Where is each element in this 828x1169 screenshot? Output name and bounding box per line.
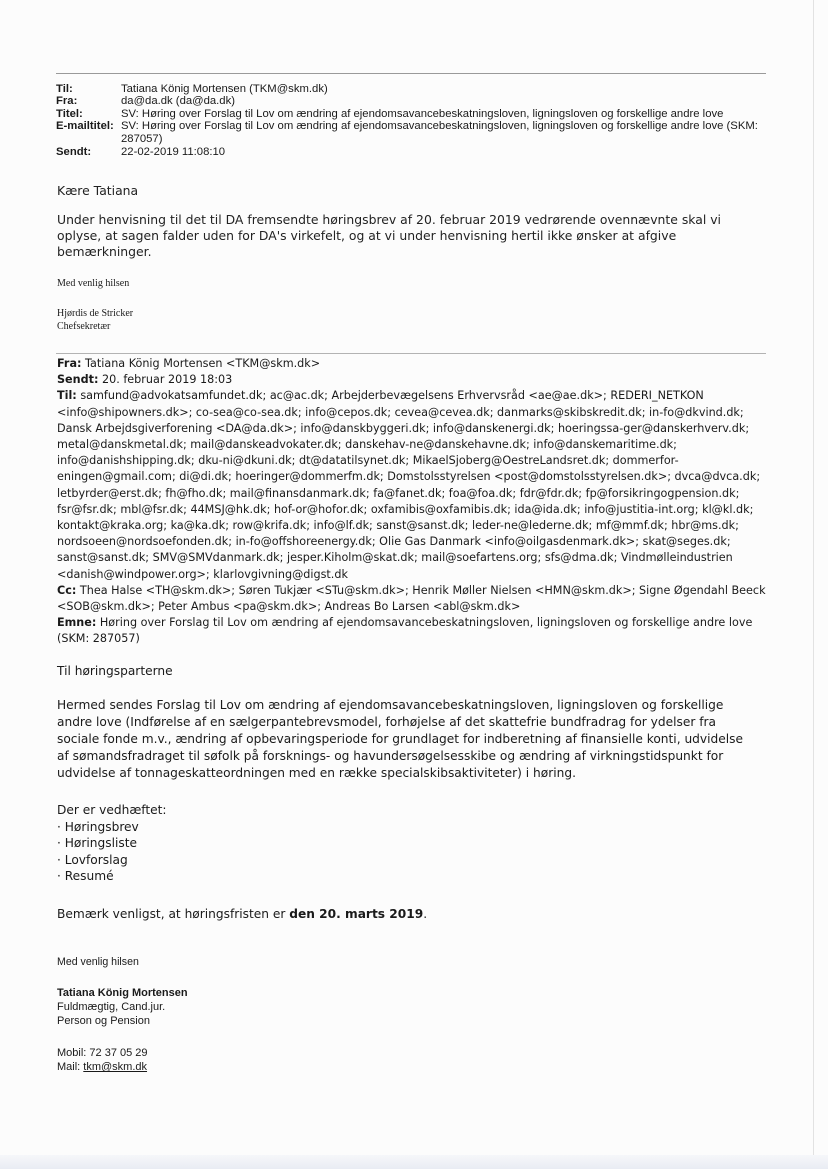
header-sent-label: Sendt: bbox=[56, 146, 92, 159]
forwarded-signer-title: Fuldmægtig, Cand.jur. bbox=[57, 1001, 166, 1014]
forwarded-subject bbox=[57, 615, 769, 647]
forwarded-to-label: Til: bbox=[57, 389, 77, 403]
forwarded-cc-label: Cc: bbox=[57, 583, 77, 597]
header-sent-row bbox=[56, 145, 771, 158]
forwarded-subject-label: Emne: bbox=[57, 616, 97, 630]
header-title-value: SV: Høring over Forslag til Lov om ændring af ejendomsavancebeskatningsloven, ligningsloven og forskellige andre love bbox=[121, 107, 724, 120]
mail-label: Mail: bbox=[57, 1061, 81, 1074]
forwarded-cc bbox=[57, 583, 769, 615]
header-email-title-value: SV: Høring over Forslag til Lov om ændring af ejendomsavancebeskatningsloven, ligningsloven og forskellige andre love (SKM: 287057) bbox=[121, 120, 758, 145]
forwarded-sent bbox=[57, 372, 769, 388]
forwarded-greeting: Til høringsparterne bbox=[57, 664, 173, 678]
forwarded-body: Hermed sendes Forslag til Lov om ændring af ejendomsavancebeskatningsloven, ligningsloven og forskellige andre love (Indførelse af en sælgerpantebrevsmodel, forhøjelse af det skattefrie bundfradrag for ydelser fra sociale fonde m.v., ændring af opbevaringsperiode for grundlaget for indberetning af finansielle konti, udvidelse af sømandsfradraget til søfolk på forsknings- og havundersøgelsesskibe og ændring af virkningstidspunkt for udvidelse af tonnageskatteordningen med en række specialskibsaktiviteter) i høring. bbox=[57, 698, 743, 780]
deadline-suffix: . bbox=[423, 907, 428, 921]
header-from-row bbox=[56, 95, 771, 107]
header-to-row bbox=[56, 83, 771, 95]
forwarded-subject-value: Høring over Forslag til Lov om ændring af ejendomsavancebeskatningsloven, ligningsloven og forskellige andre love (SKM: 287057) bbox=[57, 616, 753, 646]
header-from-label: Fra: bbox=[56, 95, 78, 108]
attachments-list bbox=[57, 819, 757, 885]
header-title-row bbox=[56, 108, 771, 120]
forwarded-sent-label: Sendt: bbox=[57, 373, 99, 387]
mail-link[interactable]: tkm@skm.dk bbox=[83, 1061, 148, 1074]
attachment-item: · Lovforslag bbox=[57, 852, 757, 869]
phone-value: 72 37 05 29 bbox=[89, 1047, 148, 1059]
forwarded-signer-name: Tatiana König Mortensen bbox=[57, 987, 188, 999]
forwarded-to bbox=[57, 388, 769, 582]
forwarded-signature bbox=[57, 986, 757, 1029]
reply-signature bbox=[57, 307, 757, 333]
mail-line bbox=[57, 1060, 757, 1074]
scan-bottom-band bbox=[0, 1155, 828, 1169]
forwarded-from-value: Tatiana König Mortensen <TKM@skm.dk> bbox=[85, 357, 321, 370]
forward-rule bbox=[56, 353, 766, 354]
reply-paragraph: Under henvisning til det til DA fremsendte høringsbrev af 20. februar 2019 vedrørende ovennævnte skal vi oplyse, at sagen falder uden for DA's virkefelt, og at vi under henvisning hertil ikke ønsker at afgive bemærkninger. bbox=[57, 212, 721, 259]
deadline-note bbox=[57, 906, 757, 922]
attachment-item: · Høringsbrev bbox=[57, 819, 757, 836]
page-edge bbox=[813, 0, 814, 1169]
reply-closing: Med venlig hilsen bbox=[57, 278, 130, 289]
forwarded-header bbox=[57, 356, 769, 648]
header-email-title-label: E-mailtitel: bbox=[56, 120, 114, 133]
attachment-item: · Høringsliste bbox=[57, 835, 757, 852]
phone-line bbox=[57, 1046, 757, 1060]
forwarded-to-value: samfund@advokatsamfundet.dk; ac@ac.dk; Arbejderbevægelsens Erhvervsråd <ae@ae.dk>; REDERI_NETKON <info@shipowners.dk>; co-sea@co-sea.dk; info@cepos.dk; cevea@cevea.dk; danmarks@skibskredit.dk; in-fo@dkvind.dk; Dansk Arbejdsgiverforening <DA@da.dk>; info@danskbyggeri.dk; info@danskenergi.dk; hoeringssa-ger@danskerhverv.dk; metal@danskmetal.dk; mail@danskeadvokater.dk; danskehav-ne@danskehavne.dk; info@danskemaritime.dk; info@danishshipping.dk; dku-ni@dkuni.dk; dt@datatilsynet.dk; MikaelSjoberg@OestreLandsret.dk; dommerfor-eningen@gmail.com; di@di.dk; hoeringer@dommerfm.dk; Domstolsstyrelsen <post@domstolsstyrelsen.dk>; dvca@dvca.dk; letbyrder@erst.dk; fh@fho.dk; mail@finansdanmark.dk; fa@fanet.dk; foa@foa.dk; fdr@fdr.dk; fp@forsikringogpension.dk; fsr@fsr.dk; mbl@fsr.dk; 44MSJ@hk.dk; hof-or@hofor.dk; oxfamibis@oxfamibis.dk; ida@ida.dk; info@justitia-int.org; kl@kl.dk; kontakt@kraka.org; ka@ka.dk; row@krifa.dk; info@lf.dk; sanst@sanst.dk; leder-ne@lederne.dk; mf@mmf.dk; hbr@ms.dk; nordsoeen@nordsoefonden.dk; in-fo@offshoreenergy.dk; Olie Gas Danmark <info@oilgasdenmark.dk>; skat@seges.dk; sanst@sanst.dk; SMV@SMVdanmark.dk; jesper.Kiholm@skat.dk; mail@soefartens.org; sfs@dma.dk; Vindmølleindustrien <danish@windpower.org>; klarlovgivning@digst.dk bbox=[57, 389, 761, 581]
deadline-date: den 20. marts 2019 bbox=[289, 907, 424, 921]
forwarded-signer-dept: Person og Pension bbox=[57, 1015, 150, 1028]
header-from-value: da@da.dk (da@da.dk) bbox=[121, 95, 236, 108]
email-header bbox=[56, 83, 771, 158]
forwarded-from bbox=[57, 356, 769, 372]
header-sent-value: 22-02-2019 11:08:10 bbox=[121, 146, 226, 159]
header-rule-top bbox=[56, 73, 766, 74]
attachments-section bbox=[57, 802, 757, 885]
header-to-label: Til: bbox=[56, 83, 73, 95]
forwarded-from-label: Fra: bbox=[57, 357, 82, 370]
contact-info bbox=[57, 1046, 757, 1074]
forwarded-closing: Med venlig hilsen bbox=[57, 956, 139, 968]
attachments-heading: Der er vedhæftet: bbox=[57, 803, 167, 817]
reply-signer-title: Chefsekretær bbox=[57, 321, 111, 332]
header-email-title-row bbox=[56, 120, 771, 145]
phone-label: Mobil: bbox=[57, 1047, 87, 1059]
header-to-value: Tatiana König Mortensen (TKM@skm.dk) bbox=[121, 83, 328, 95]
header-title-label: Titel: bbox=[56, 107, 83, 120]
attachment-item: · Resumé bbox=[57, 868, 757, 885]
forwarded-cc-value: Thea Halse <TH@skm.dk>; Søren Tukjær <STu@skm.dk>; Henrik Møller Nielsen <HMN@skm.dk>; Signe Øgendahl Beeck <SOB@skm.dk>; Peter Ambus <pa@skm.dk>; Andreas Bo Larsen <abl@skm.dk> bbox=[57, 583, 766, 614]
reply-signer-name: Hjørdis de Stricker bbox=[57, 308, 134, 319]
forwarded-sent-value: 20. februar 2019 18:03 bbox=[102, 373, 233, 387]
deadline-prefix: Bemærk venligst, at høringsfristen er bbox=[57, 907, 290, 921]
reply-greeting: Kære Tatiana bbox=[57, 183, 139, 198]
